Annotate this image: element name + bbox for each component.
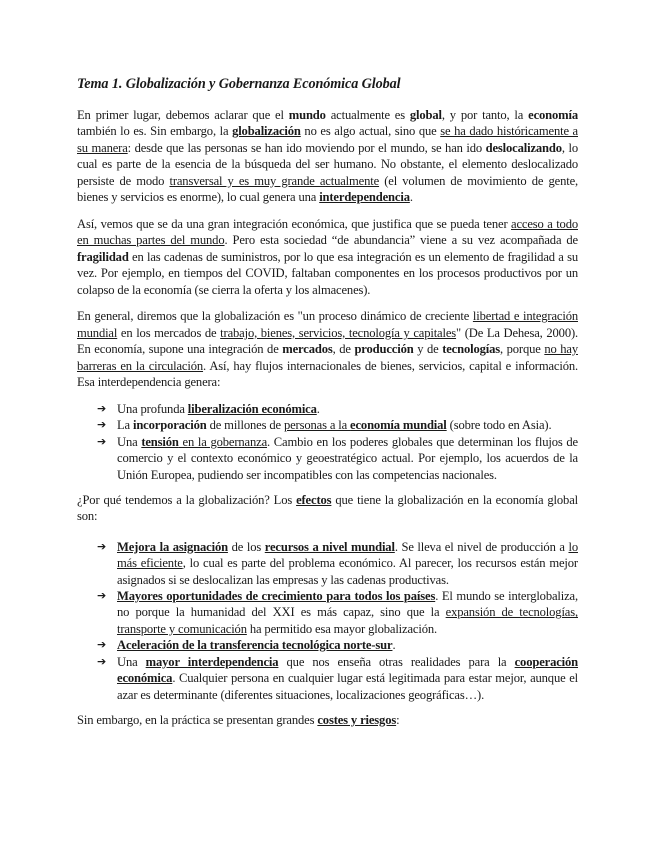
bold-term: fragilidad <box>77 249 129 264</box>
bold-underlined-term: globalización <box>232 124 301 139</box>
list-item <box>97 434 578 483</box>
text: en los mercados de <box>117 325 221 340</box>
underlined-phrase: se ha dado históricamente a su manera <box>77 124 578 155</box>
text: de los <box>227 539 265 554</box>
text: . <box>316 402 320 416</box>
text: , lo cual es parte del problema económico. Al parecer, los recursos están mejor asignados si se deslocalizan las empresas y las cadenas productivas. <box>117 556 578 587</box>
text: : <box>396 712 400 727</box>
bold-underlined-term: tensión <box>141 434 179 449</box>
document-title: Tema 1. Globalización y Gobernanza Económica Global <box>77 76 401 92</box>
bold-term: mercados <box>282 342 333 357</box>
text: Sin embargo, en la práctica se presentan grandes <box>77 712 318 727</box>
underlined-phrase: transversal y es muy grande actualmente <box>169 173 380 188</box>
text: actualmente es <box>325 108 410 122</box>
arrow-bullet-icon: ➔ <box>97 434 107 448</box>
underlined-phrase: libertad e integración mundial <box>77 309 578 340</box>
list-item <box>97 417 578 433</box>
text: En general, diremos que la globalización es "un proceso dinámico de creciente <box>77 309 473 324</box>
bold-term: tecnologías <box>442 342 501 357</box>
list-item <box>97 401 578 417</box>
bold-underlined-term: cooperación económica <box>117 654 579 686</box>
arrow-bullet-icon: ➔ <box>97 638 107 652</box>
text: de millones de <box>206 418 284 433</box>
list-item <box>97 654 579 703</box>
text: . El mundo se interglobaliza, no porque la humanidad del XXI es más capaz, sino que la <box>117 589 578 620</box>
bold-underlined-term: Mejora la asignación <box>117 539 228 554</box>
bold-underlined-term: mayor interdependencia <box>145 654 279 669</box>
underlined-phrase: lo más eficiente <box>117 539 578 571</box>
bold-term: mundo <box>288 108 326 122</box>
text: Así, vemos que se da una gran integración económica, que justifica que se pueda tener <box>77 216 512 231</box>
text: " (De La Dehesa, 2000). En economía, supone una integración de <box>77 325 579 357</box>
list-item <box>97 588 578 637</box>
text: que tiene la globalización en la economía global son: <box>77 493 578 524</box>
text: La <box>117 418 133 433</box>
bold-term: global <box>409 108 442 122</box>
arrow-bullet-icon: ➔ <box>97 539 107 553</box>
text: en las cadenas de suministros, por lo que esa integración es un elemento de fragilidad a su vez. Por ejemplo, en tiempos del COVID, faltaban componentes en los procesos productivos por un colapso de la economía (se cierra la oferta y los almacenes). <box>77 249 578 297</box>
paragraph-5 <box>77 712 578 728</box>
bold-underlined-term: recursos a nivel mundial <box>264 539 395 554</box>
text: , porque <box>500 342 545 357</box>
bold-underlined-term: costes y riesgos <box>317 712 397 727</box>
list-item <box>97 539 578 588</box>
bold-underlined-term: Aceleración de la transferencia tecnológica norte-sur <box>117 638 393 653</box>
text: En primer lugar, debemos aclarar que el <box>77 108 289 122</box>
underlined-phrase: acceso a todo en muchas partes del mundo <box>77 216 578 248</box>
bold-term: deslocalizando <box>485 140 562 155</box>
paragraph-2 <box>77 216 578 298</box>
text: . <box>409 190 413 205</box>
text: . Pero esta sociedad “de abundancia” viene a su vez acompañada de <box>224 233 578 248</box>
underlined-phrase: en la gobernanza <box>178 434 268 449</box>
interdependence-effects-list <box>77 401 578 483</box>
text: . Cambio en los poderes globales que determinan los flujos de comercio y el contexto económico y geoestratégico actual. Por ejemplo, los acuerdos de la Unión Europea, pudiendo ser incompatibles con las competencias nacionales. <box>117 434 578 482</box>
text: . <box>392 638 396 653</box>
text: , y por tanto, la <box>441 108 529 122</box>
text: Una <box>117 434 142 449</box>
bold-underlined-term: economía mundial <box>350 418 447 433</box>
list-item <box>97 637 578 653</box>
text: , lo cual es parte de la esencia de la búsqueda del ser humano. No obstante, el elemento deslocalizado persiste de modo <box>77 140 578 188</box>
paragraph-4 <box>77 492 578 525</box>
arrow-bullet-icon: ➔ <box>97 402 107 415</box>
text: y de <box>413 342 443 357</box>
text: , de <box>332 342 355 357</box>
bold-underlined-term: liberalización económica <box>187 402 317 416</box>
underlined-phrase: no hay barreras en la circulación <box>77 342 578 373</box>
text: Una profunda <box>117 402 188 416</box>
text: . Se lleva el nivel de producción a <box>394 539 569 554</box>
text: . Así, hay flujos internacionales de bienes, servicios, capital e información. Esa interdependencia genera: <box>77 358 579 390</box>
bold-term: economía <box>528 108 579 122</box>
text: (sobre todo en Asia). <box>446 418 552 433</box>
underlined-phrase: expansión de tecnologías, transporte y comunicación <box>117 605 578 636</box>
arrow-bullet-icon: ➔ <box>97 418 107 432</box>
bold-underlined-term: efectos <box>296 493 332 508</box>
text: Una <box>117 654 146 669</box>
underlined-phrase: personas a la <box>283 418 351 433</box>
text: ha permitido esa mayor globalización. <box>246 621 437 636</box>
paragraph-1 <box>77 107 578 205</box>
arrow-bullet-icon: ➔ <box>97 654 107 668</box>
bold-term: producción <box>354 342 414 357</box>
underlined-phrase: trabajo, bienes, servicios, tecnología y capitales <box>220 325 457 340</box>
globalization-effects-list <box>77 539 578 703</box>
text: ¿Por qué tendemos a la globalización? Los <box>77 493 297 508</box>
text: no es algo actual, sino que <box>300 124 441 139</box>
bold-underlined-term: interdependencia <box>319 190 410 205</box>
arrow-bullet-icon: ➔ <box>97 589 107 603</box>
text: (el volumen de movimiento de gente, bienes y servicios es enorme), lo cual genera una <box>77 173 579 205</box>
text: : desde que las personas se han ido moviendo por el mundo, se han ido <box>127 140 486 155</box>
text: que nos enseña otras realidades para la <box>278 654 515 669</box>
bold-underlined-term: Mayores oportunidades de crecimiento para todos los países <box>117 589 436 604</box>
text: también lo es. Sin embargo, la <box>77 124 233 139</box>
text: . Cualquier persona en cualquier lugar está legitimada para estar mejor, aunque el azar es determinante (diferentes situaciones, localizaciones geográficas…). <box>117 671 578 702</box>
bold-term: incorporación <box>132 418 207 433</box>
paragraph-3 <box>77 308 578 390</box>
